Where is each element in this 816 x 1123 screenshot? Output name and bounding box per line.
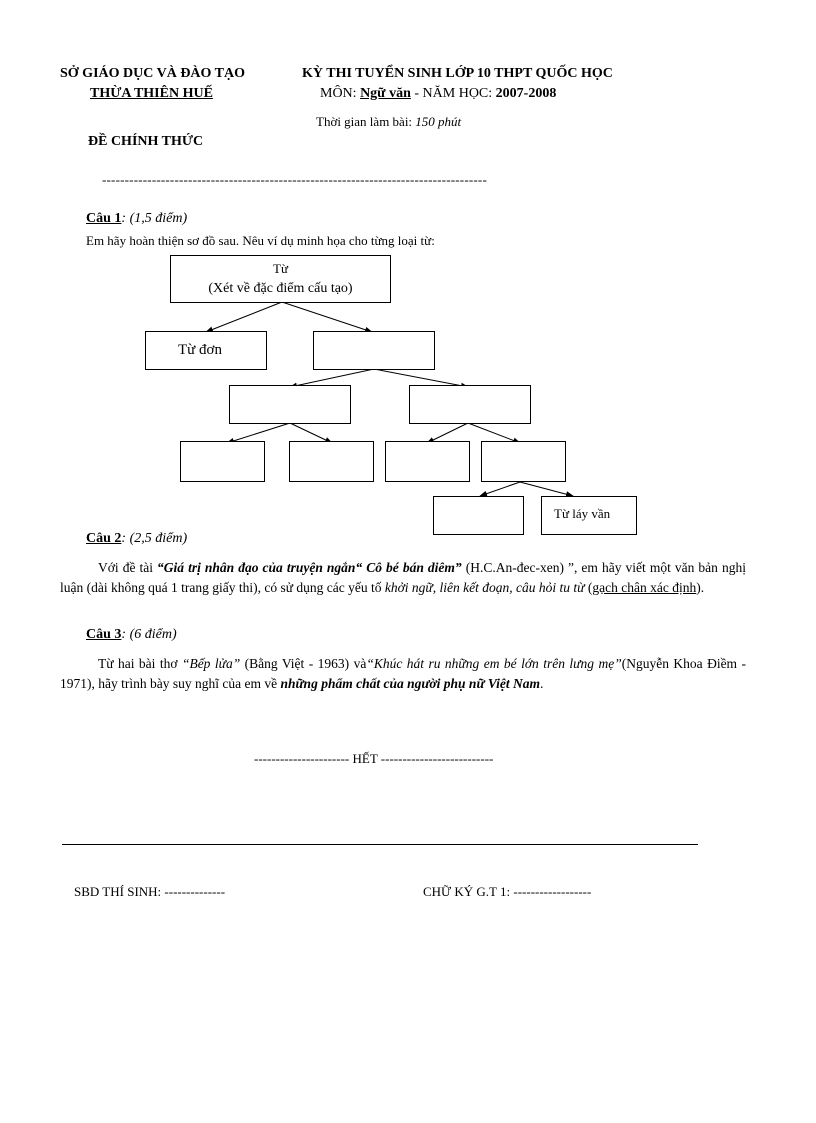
arrow-left-to-b (290, 423, 332, 443)
simple-word-label: Từ đơn (178, 342, 222, 358)
q2-text-3: ( (584, 580, 593, 595)
arrow-right-to-d (468, 423, 520, 443)
level3-box-c[interactable] (385, 441, 470, 482)
q3-poem1: “Bếp lửa” (181, 656, 241, 671)
root-subtitle: (Xét về đặc điểm cấu tạo) (208, 281, 353, 296)
dept-line2: THỪA THIÊN HUẾ (90, 86, 213, 101)
rhyme-word-box (541, 496, 637, 535)
time-value: 150 phút (415, 114, 462, 129)
end-right-dashes: -------------------------- (380, 751, 494, 766)
arrow-root-to-complex (282, 302, 372, 332)
q2-topic: “Giá trị nhân đạo của truyện ngắn“ Cô bé bán diêm” (157, 560, 462, 575)
q3-heading (86, 627, 177, 643)
exam-title: KỲ THI TUYỂN SINH LỚP 10 THPT QUỐC HỌC (302, 66, 613, 81)
header-separator: ------------------------------------------------------------------------------------- (102, 172, 487, 187)
year-label: - NĂM HỌC: (414, 86, 493, 101)
subject-label: MÔN: (320, 86, 357, 101)
candidate-number: SBD THÍ SINH: -------------- (74, 884, 226, 899)
q3-text-4: . (540, 676, 544, 691)
q3-theme: những phẩm chất của người phụ nữ Việt Nam (280, 676, 541, 691)
q3-text-3: (Nguyễn Khoa Điềm - 1971), hãy trình bày suy nghĩ của em về (60, 656, 746, 691)
q3-label: Câu 3 (86, 627, 122, 642)
arrow-left-to-a (227, 423, 290, 443)
arrow-root-to-simple (206, 302, 282, 332)
arrow-d-to-rhyme (520, 482, 573, 496)
q3-text-1: Từ hai bài thơ (98, 656, 182, 671)
q3-text-2: (Bằng Việt - 1963) và (240, 656, 367, 671)
rhyme-word-label: Từ láy vần (554, 506, 611, 521)
q1-points: : (1,5 điểm) (121, 211, 188, 226)
subject: Ngữ văn (360, 86, 411, 101)
q1-prompt: Em hãy hoàn thiện sơ đồ sau. Nêu ví dụ minh họa cho từng loại từ: (86, 233, 435, 248)
q2-points: : (2,5 điểm) (121, 531, 188, 546)
level2-left-box[interactable] (229, 385, 351, 424)
root-title: Từ (273, 261, 288, 276)
q2-text-1: Với đề tài (98, 560, 158, 575)
complex-word-box[interactable] (313, 331, 435, 370)
supervisor-signature: CHỮ KÝ G.T 1: ------------------ (423, 884, 592, 899)
q2-text-2: (H.C.An-đec-xen) ”, em hãy viết một văn bản nghị luận (dài không quá 1 trang giấy thi), có sử dụng các yếu tố (60, 560, 746, 595)
level3-box-b[interactable] (289, 441, 374, 482)
q1-label: Câu 1 (86, 211, 122, 226)
end-marker (254, 751, 493, 767)
q2-underlined: gạch chân xác định (592, 580, 697, 595)
time-label: Thời gian làm bài: (316, 114, 413, 129)
q2-label: Câu 2 (86, 531, 122, 546)
official-label: ĐỀ CHÍNH THỨC (88, 134, 204, 149)
level3-box-d[interactable] (481, 441, 566, 482)
root-box (170, 255, 391, 303)
q3-body (60, 654, 746, 694)
end-left-dashes: ---------------------- (254, 751, 350, 766)
q2-elements: khởi ngữ, liên kết đoạn, câu hỏi tu từ (384, 580, 585, 595)
footer-rule (62, 844, 698, 845)
q3-points: : (6 điểm) (121, 627, 177, 642)
level4-box-e[interactable] (433, 496, 524, 535)
level3-box-a[interactable] (180, 441, 265, 482)
arrow-d-to-e (480, 482, 520, 496)
end-word: HẾT (352, 751, 378, 766)
dept-line1: SỞ GIÁO DỤC VÀ ĐÀO TẠO (60, 66, 246, 81)
q2-text-4: ). (696, 580, 705, 595)
year: 2007-2008 (495, 86, 557, 101)
level2-right-box[interactable] (409, 385, 531, 424)
q2-body (60, 558, 746, 598)
q3-poem2: “Khúc hát ru những em bé lớn trên lưng mẹ” (366, 656, 622, 671)
arrow-right-to-c (427, 423, 468, 443)
simple-word-box (145, 331, 267, 370)
q2-heading (86, 531, 187, 547)
